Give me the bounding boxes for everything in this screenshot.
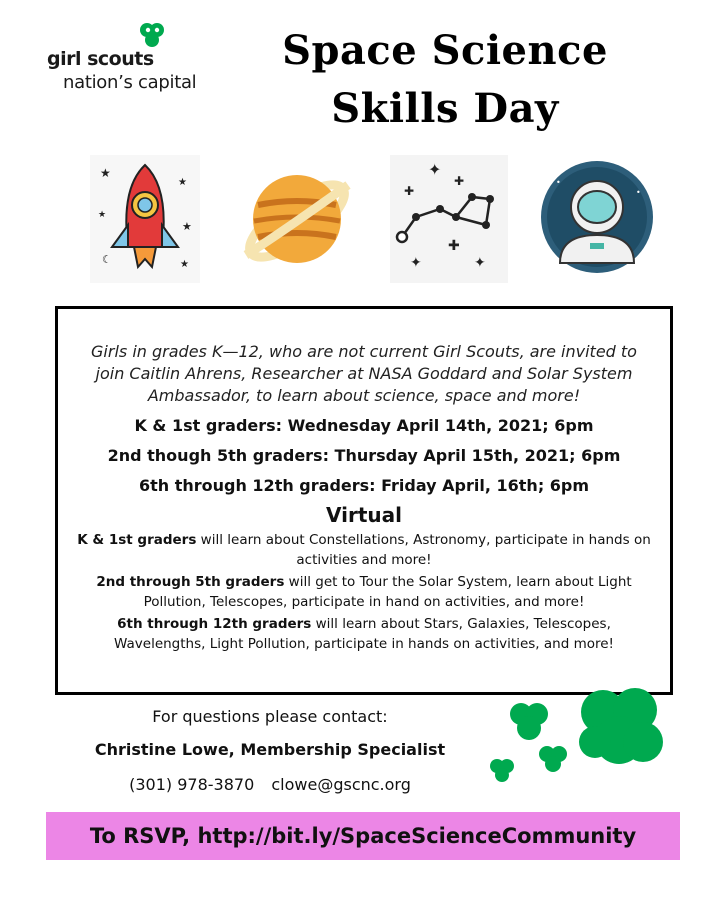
svg-text:•: •: [636, 188, 641, 197]
svg-text:★: ★: [98, 210, 107, 220]
rsvp-banner[interactable]: To RSVP, http://bit.ly/SpaceScienceCommunity: [46, 812, 680, 860]
svg-text:★: ★: [180, 259, 189, 270]
svg-text:✚: ✚: [454, 174, 465, 188]
schedule-6-12: 6th through 12th graders: Friday April, 16th; 6pm: [138, 476, 590, 495]
svg-text:✦: ✦: [428, 160, 442, 179]
title-line-2: Skills Day: [331, 85, 559, 132]
group-desc-k-1: [72, 530, 656, 570]
group-desc-2-5: [72, 572, 656, 612]
ringed-planet-icon: [238, 155, 356, 283]
svg-text:✦: ✦: [474, 255, 486, 271]
icon-row: [0, 155, 727, 285]
svg-text:✚: ✚: [448, 238, 460, 254]
group-label: K & 1st graders: [77, 532, 197, 548]
page-title: [255, 22, 635, 138]
svg-text:✦: ✦: [410, 255, 422, 271]
group-label: 2nd through 5th graders: [96, 574, 285, 590]
contact-name: Christine Lowe, Membership Specialist: [94, 740, 446, 759]
constellation-icon: [390, 155, 508, 283]
group-text: will learn about Constellations, Astronomy, participate in hands on activities and more!: [196, 532, 651, 568]
contact-phone[interactable]: (301) 978-3870: [129, 775, 255, 794]
invite-box: [55, 306, 673, 695]
logo-line-2: nation’s capital: [63, 72, 197, 93]
schedule-k-1: K & 1st graders: Wednesday April 14th, 2021; 6pm: [134, 416, 594, 435]
group-text: will get to Tour the Solar System, learn about Light Pollution, Telescopes, participate in hand on activities, and more!: [143, 574, 632, 610]
svg-text:★: ★: [178, 177, 187, 188]
girl-scouts-logo: [47, 20, 217, 100]
astronaut-icon: [538, 155, 656, 283]
svg-text:✚: ✚: [404, 184, 415, 198]
rocket-icon: [90, 155, 208, 283]
contact-info: [60, 775, 480, 794]
svg-text:☾: ☾: [102, 253, 112, 266]
invite-intro: Girls in grades K—12, who are not current Girl Scouts, are invited to join Caitlin Ahrens, Researcher at NASA Goddard and Solar System Ambassador, to learn about science, space and more!: [91, 342, 637, 405]
svg-text:•: •: [556, 178, 561, 187]
svg-text:★: ★: [182, 220, 192, 233]
svg-text:★: ★: [100, 166, 111, 180]
logo-line-1: girl scouts: [47, 48, 154, 70]
group-text: will learn about Stars, Galaxies, Telescopes, Wavelengths, Light Pollution, participate in hands on activities, and more!: [114, 616, 614, 652]
schedule-2-5: 2nd though 5th graders: Thursday April 15th, 2021; 6pm: [107, 446, 621, 465]
contact-email[interactable]: clowe@gscnc.org: [271, 775, 411, 794]
format-label: Virtual: [326, 503, 402, 527]
title-line-1: Space Science: [282, 27, 608, 74]
group-label: 6th through 12th graders: [117, 616, 312, 632]
trefoil-cluster-icon: [485, 684, 675, 796]
group-desc-6-12: [72, 614, 656, 654]
contact-prompt: For questions please contact:: [152, 707, 388, 726]
